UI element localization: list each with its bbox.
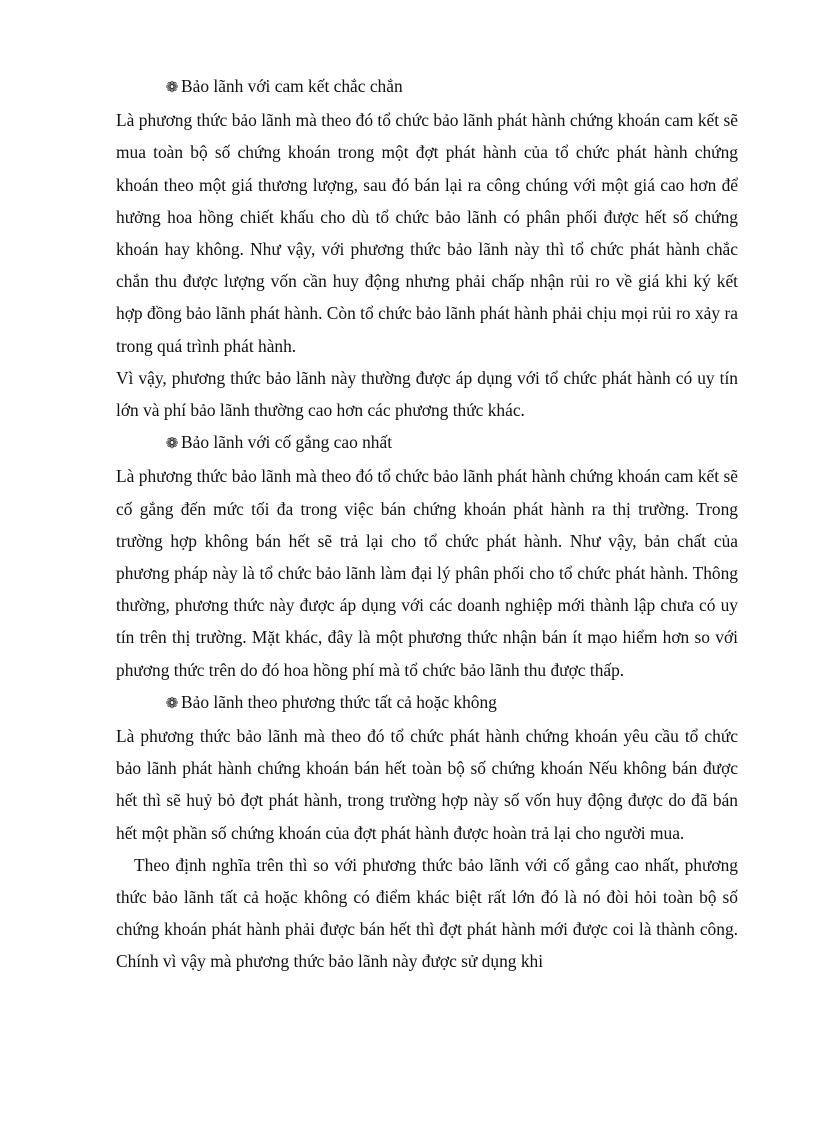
document-page [116, 70, 738, 978]
section-heading-text: Bảo lãnh với cam kết chắc chắn [181, 76, 403, 96]
section-heading-text: Bảo lãnh theo phương thức tất cả hoặc không [181, 691, 497, 712]
closing-paragraph: Theo định nghĩa trên thì so với phương thức bảo lãnh với cố gắng cao nhất, phương thức bảo lãnh tất cả hoặc không có điểm khác biệt rất lớn đó là nó đòi hỏi toàn bộ số chứng khoán phát hành phải được bán hết thì đợt phát hành mới được coi là thành công. Chính vì vậy mà phương thức bảo lãnh này được sử dụng khi [116, 854, 738, 972]
body-paragraph: Là phương thức bảo lãnh mà theo đó tổ chức bảo lãnh phát hành chứng khoán cam kết sẽ mua toàn bộ số chứng khoán trong một đợt phát hành của tổ chức phát hành chứng khoán theo một giá thương lượng, sau đó bán lại ra công chúng với một giá cao hơn để hưởng hoa hồng chiết khấu cho dù tổ chức bảo lãnh có phân phối được hết số chứng khoán hay không. Như vậy, với phương thức bảo lãnh này thì tổ chức phát hành chắc chắn thu được lượng vốn cần huy động nhưng phải chấp nhận rủi ro về giá khi ký kết hợp đồng bảo lãnh phát hành. Còn tổ chức bảo lãnh phát hành phải chịu mọi rủi ro xảy ra trong quá trình phát hành. [116, 110, 738, 356]
section-heading-best-efforts [116, 426, 738, 460]
section-heading-firm-commitment [116, 70, 738, 104]
body-paragraph: Là phương thức bảo lãnh mà theo đó tổ chức bảo lãnh phát hành chứng khoán cam kết sẽ cố gắng đến mức tối đa trong việc bán chứng khoán phát hành ra thị trường. Trong trường hợp không bán hết sẽ trả lại cho tổ chức phát hành. Như vậy, bản chất của phương pháp này là tổ chức bảo lãnh làm đại lý phân phối cho tổ chức phát hành. Thông thường, phương thức này được áp dụng với các doanh nghiệp mới thành lập chưa có uy tín trên thị trường. Mặt khác, đây là một phương thức nhận bán ít mạo hiểm hơn so với phương thức trên do đó hoa hồng phí mà tổ chức bảo lãnh thu được thấp. [116, 466, 738, 680]
flower-bullet-icon: ❁ [165, 695, 179, 712]
flower-bullet-icon: ❁ [165, 80, 179, 96]
body-paragraph: Vì vậy, phương thức bảo lãnh này thường được áp dụng với tổ chức phát hành có uy tín lớn và phí bảo lãnh thường cao hơn các phương thức khác. [116, 367, 738, 421]
flower-bullet-icon: ❁ [165, 436, 179, 453]
section-heading-all-or-none [116, 686, 738, 720]
section-heading-text: Bảo lãnh với cố gắng cao nhất [181, 432, 393, 453]
body-paragraph: Là phương thức bảo lãnh mà theo đó tổ chức phát hành chứng khoán yêu cầu tổ chức bảo lãnh phát hành chứng khoán bán hết toàn bộ số chứng khoán Nếu không bán được hết thì sẽ huỷ bỏ đợt phát hành, trong trường hợp này số vốn huy động được do đã bán hết một phần số chứng khoán của đợt phát hành được hoàn trả lại cho người mua. [116, 726, 738, 843]
